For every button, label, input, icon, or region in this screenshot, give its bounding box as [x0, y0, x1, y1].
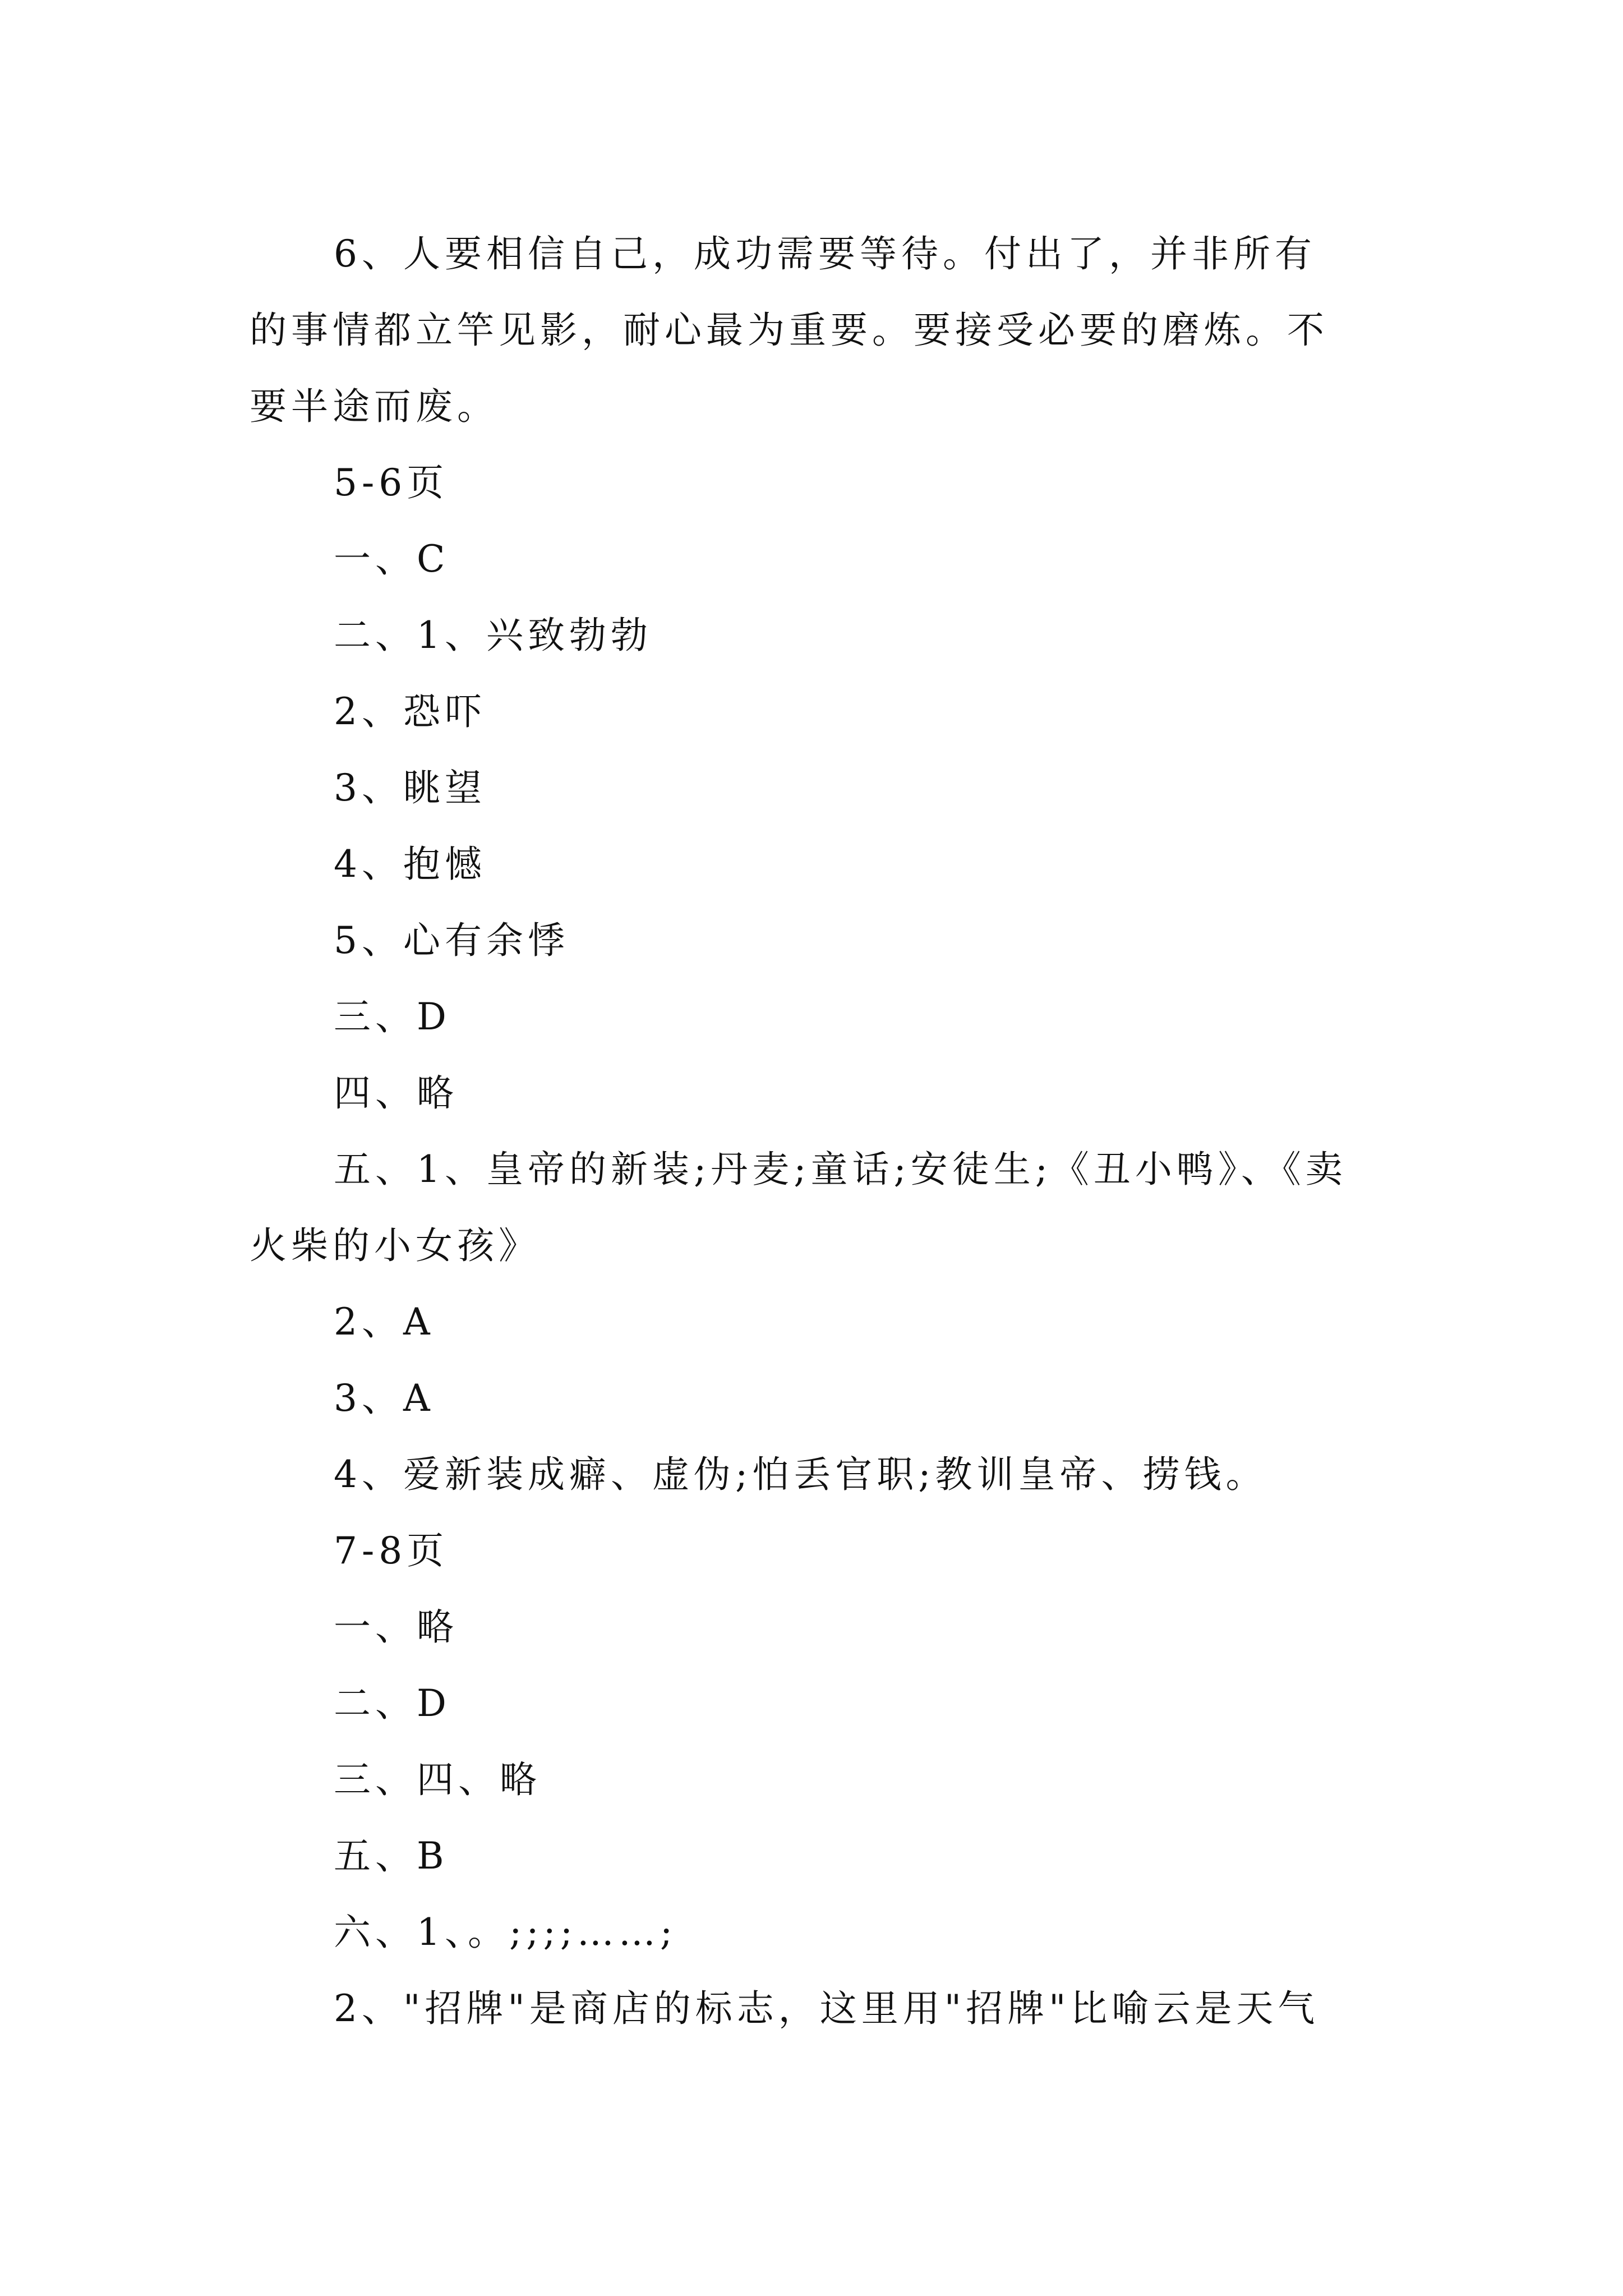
answer-line: 二、D: [334, 1682, 451, 1725]
answer-line: 火柴的小女孩》: [250, 1224, 540, 1267]
answer-line: 2、"招牌"是商店的标志，这里用"招牌"比喻云是天气: [334, 1987, 1320, 2030]
text-line: 要半途而废。: [250, 385, 499, 428]
section-heading: 7-8页: [334, 1529, 449, 1572]
answer-line: 3、A: [334, 1377, 435, 1420]
answer-line: 三、D: [334, 995, 451, 1038]
answer-line: 六、1、。;;;;……;: [334, 1911, 677, 1954]
answer-line: 四、略: [334, 1071, 458, 1115]
answer-line: 2、A: [334, 1300, 435, 1343]
answer-line: 一、略: [334, 1605, 458, 1649]
answer-line: 5、心有余悸: [334, 919, 569, 962]
text-line: 的事情都立竿见影，耐心最为重要。要接受必要的磨炼。不: [250, 309, 1329, 352]
answer-line: 4、爱新装成癖、虚伪;怕丢官职;教训皇帝、捞钱。: [334, 1453, 1267, 1496]
answer-line: 一、C: [334, 537, 450, 581]
document-page: [250, 216, 1394, 2047]
section-heading: 5-6页: [334, 461, 449, 504]
answer-line: 三、四、略: [334, 1758, 541, 1801]
answer-line: 五、B: [334, 1834, 449, 1878]
answer-line: 3、眺望: [334, 766, 486, 809]
answer-line: 二、1、兴致勃勃: [334, 614, 652, 657]
answer-line: 2、恐吓: [334, 690, 486, 733]
answer-line: 五、1、皇帝的新装;丹麦;童话;安徒生;《丑小鸭》、《卖: [334, 1148, 1347, 1191]
answer-line: 4、抱憾: [334, 843, 486, 886]
text-line: 6、人要相信自己，成功需要等待。付出了，并非所有: [334, 232, 1316, 275]
